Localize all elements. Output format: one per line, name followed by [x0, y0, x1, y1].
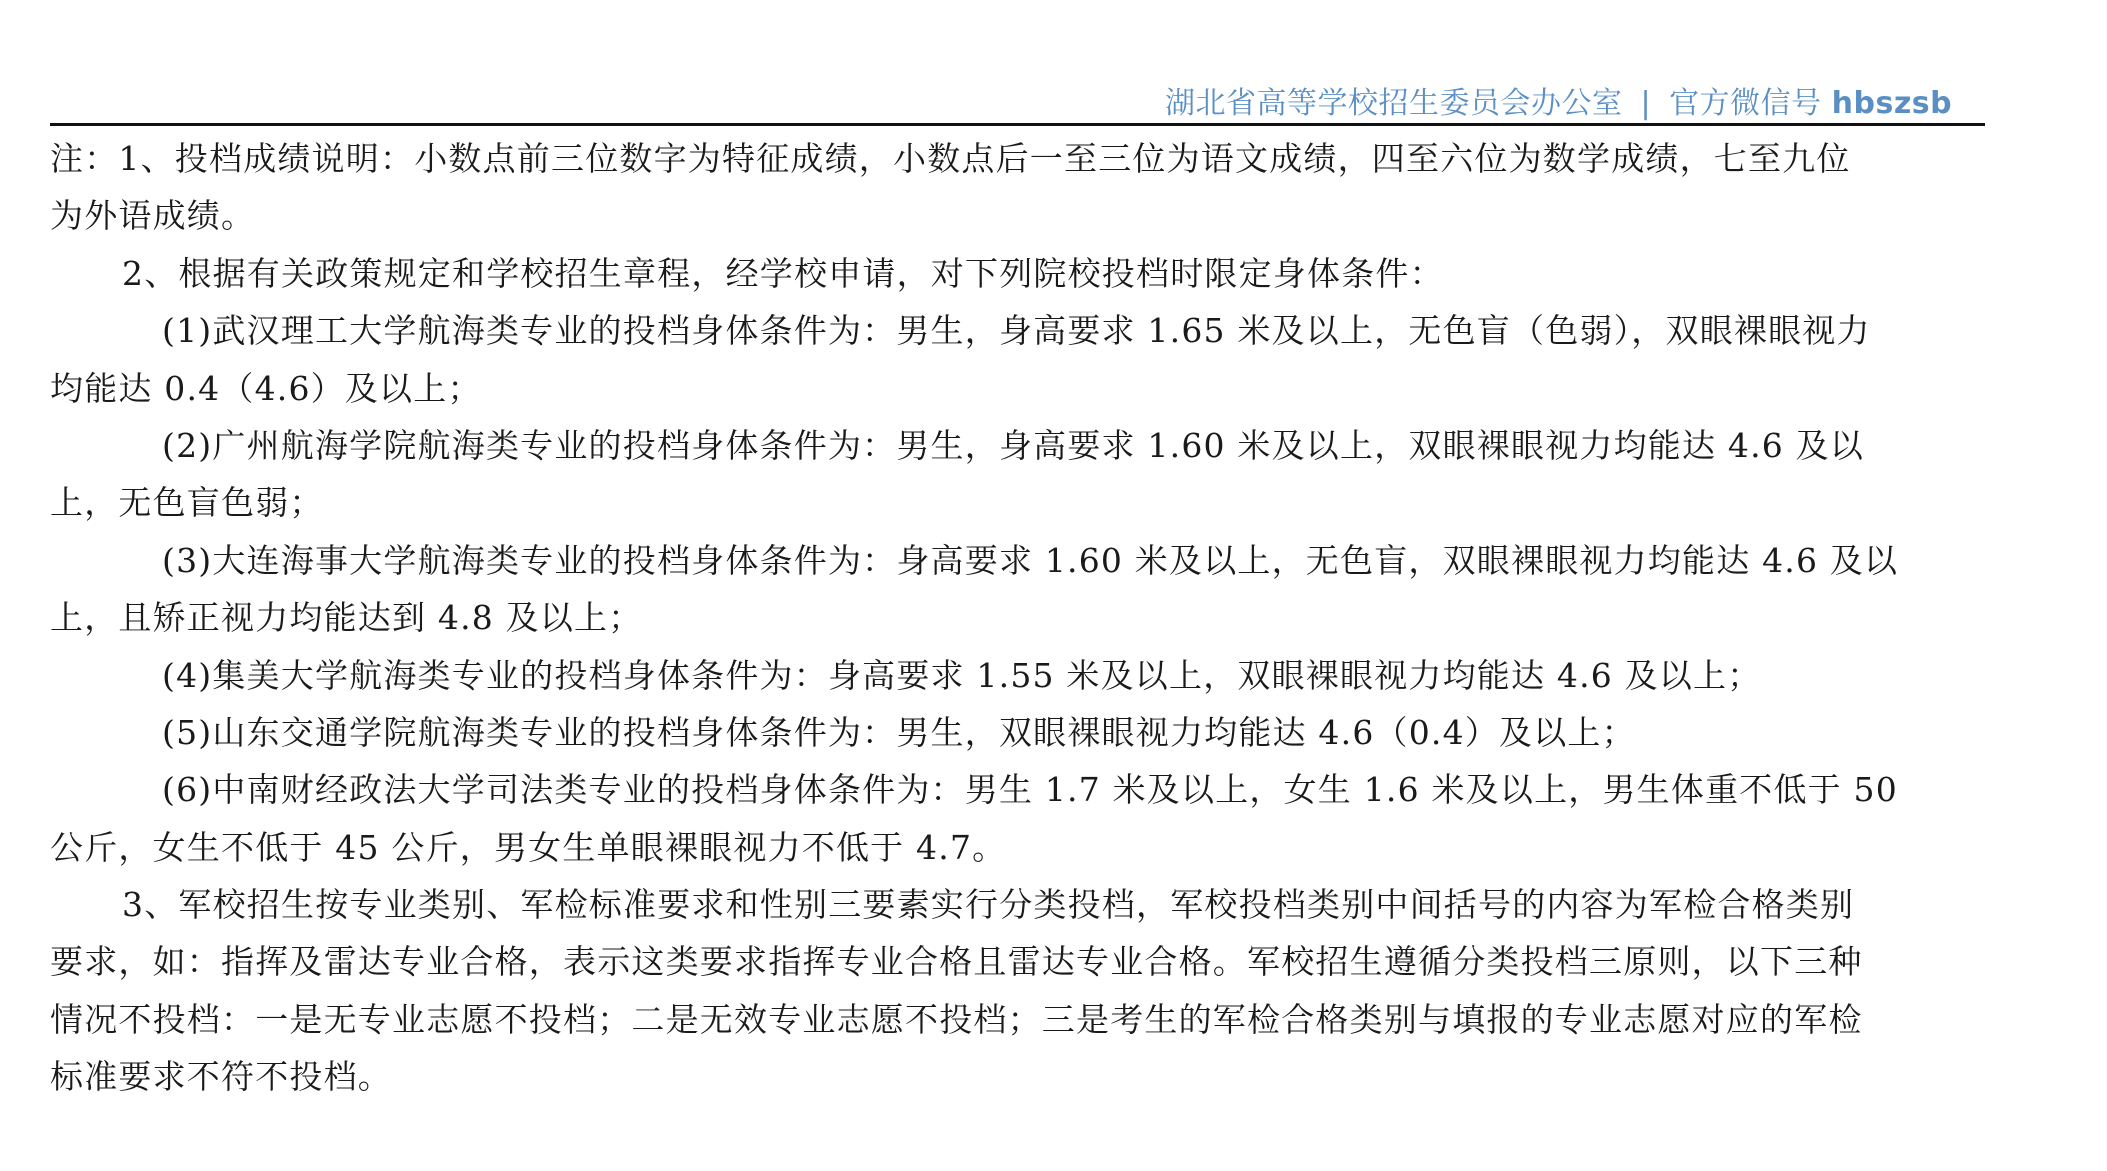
- condition-2-line-2: 上，无色盲色弱；: [50, 483, 324, 523]
- header-wechat-label: 官方微信号: [1669, 86, 1822, 121]
- condition-4: (4)集美大学航海类专业的投档身体条件为：身高要求 1.55 米及以上，双眼裸眼视力均能达 4.6 及以上；: [162, 655, 1762, 695]
- note-3-line-1: 3、军校招生按专业类别、军检标准要求和性别三要素实行分类投档，军校投档类别中间括号的内容为军检合格类别: [122, 885, 1855, 925]
- condition-6-line-1: (6)中南财经政法大学司法类专业的投档身体条件为：男生 1.7 米及以上，女生 1.6 米及以上，男生体重不低于 50: [162, 770, 1898, 810]
- condition-5: (5)山东交通学院航海类专业的投档身体条件为：男生，双眼裸眼视力均能达 4.6（0.4）及以上；: [162, 712, 1636, 752]
- note-3-line-4: 标准要求不符不投档。: [50, 1057, 392, 1097]
- condition-1-line-1: (1)武汉理工大学航海类专业的投档身体条件为：男生，身高要求 1.65 米及以上，无色盲（色弱），双眼裸眼视力: [162, 311, 1871, 351]
- note-1-line-2: 为外语成绩。: [50, 196, 256, 236]
- header-rule: [50, 123, 1985, 126]
- header-org: 湖北省高等学校招生委员会办公室: [1165, 86, 1623, 121]
- condition-3-line-1: (3)大连海事大学航海类专业的投档身体条件为：身高要求 1.60 米及以上，无色盲，双眼裸眼视力均能达 4.6 及以: [162, 540, 1899, 580]
- note-1-line-1: 注：1、投档成绩说明：小数点前三位数字为特征成绩，小数点后一至三位为语文成绩，四至六位为数学成绩，七至九位: [50, 139, 1851, 178]
- notes-body: [50, 130, 1995, 1106]
- note-2-intro: 2、根据有关政策规定和学校招生章程，经学校申请，对下列院校投档时限定身体条件：: [122, 253, 1444, 293]
- header-separator: |: [1640, 86, 1652, 121]
- note-3-line-2: 要求，如：指挥及雷达专业合格，表示这类要求指挥专业合格且雷达专业合格。军校招生遵循分类投档三原则，以下三种: [50, 942, 1863, 982]
- condition-3-line-2: 上，且矫正视力均能达到 4.8 及以上；: [50, 598, 643, 638]
- condition-1-line-2: 均能达 0.4（4.6）及以上；: [50, 368, 482, 408]
- page-header: [1165, 78, 1952, 122]
- note-3-line-3: 情况不投档：一是无专业志愿不投档；二是无效专业志愿不投档；三是考生的军检合格类别与填报的专业志愿对应的军检: [50, 999, 1863, 1039]
- condition-6-line-2: 公斤，女生不低于 45 公斤，男女生单眼裸眼视力不低于 4.7。: [50, 827, 1007, 867]
- condition-2-line-1: (2)广州航海学院航海类专业的投档身体条件为：男生，身高要求 1.60 米及以上，双眼裸眼视力均能达 4.6 及以: [162, 425, 1865, 465]
- header-wechat-handle: hbszsb: [1831, 86, 1953, 121]
